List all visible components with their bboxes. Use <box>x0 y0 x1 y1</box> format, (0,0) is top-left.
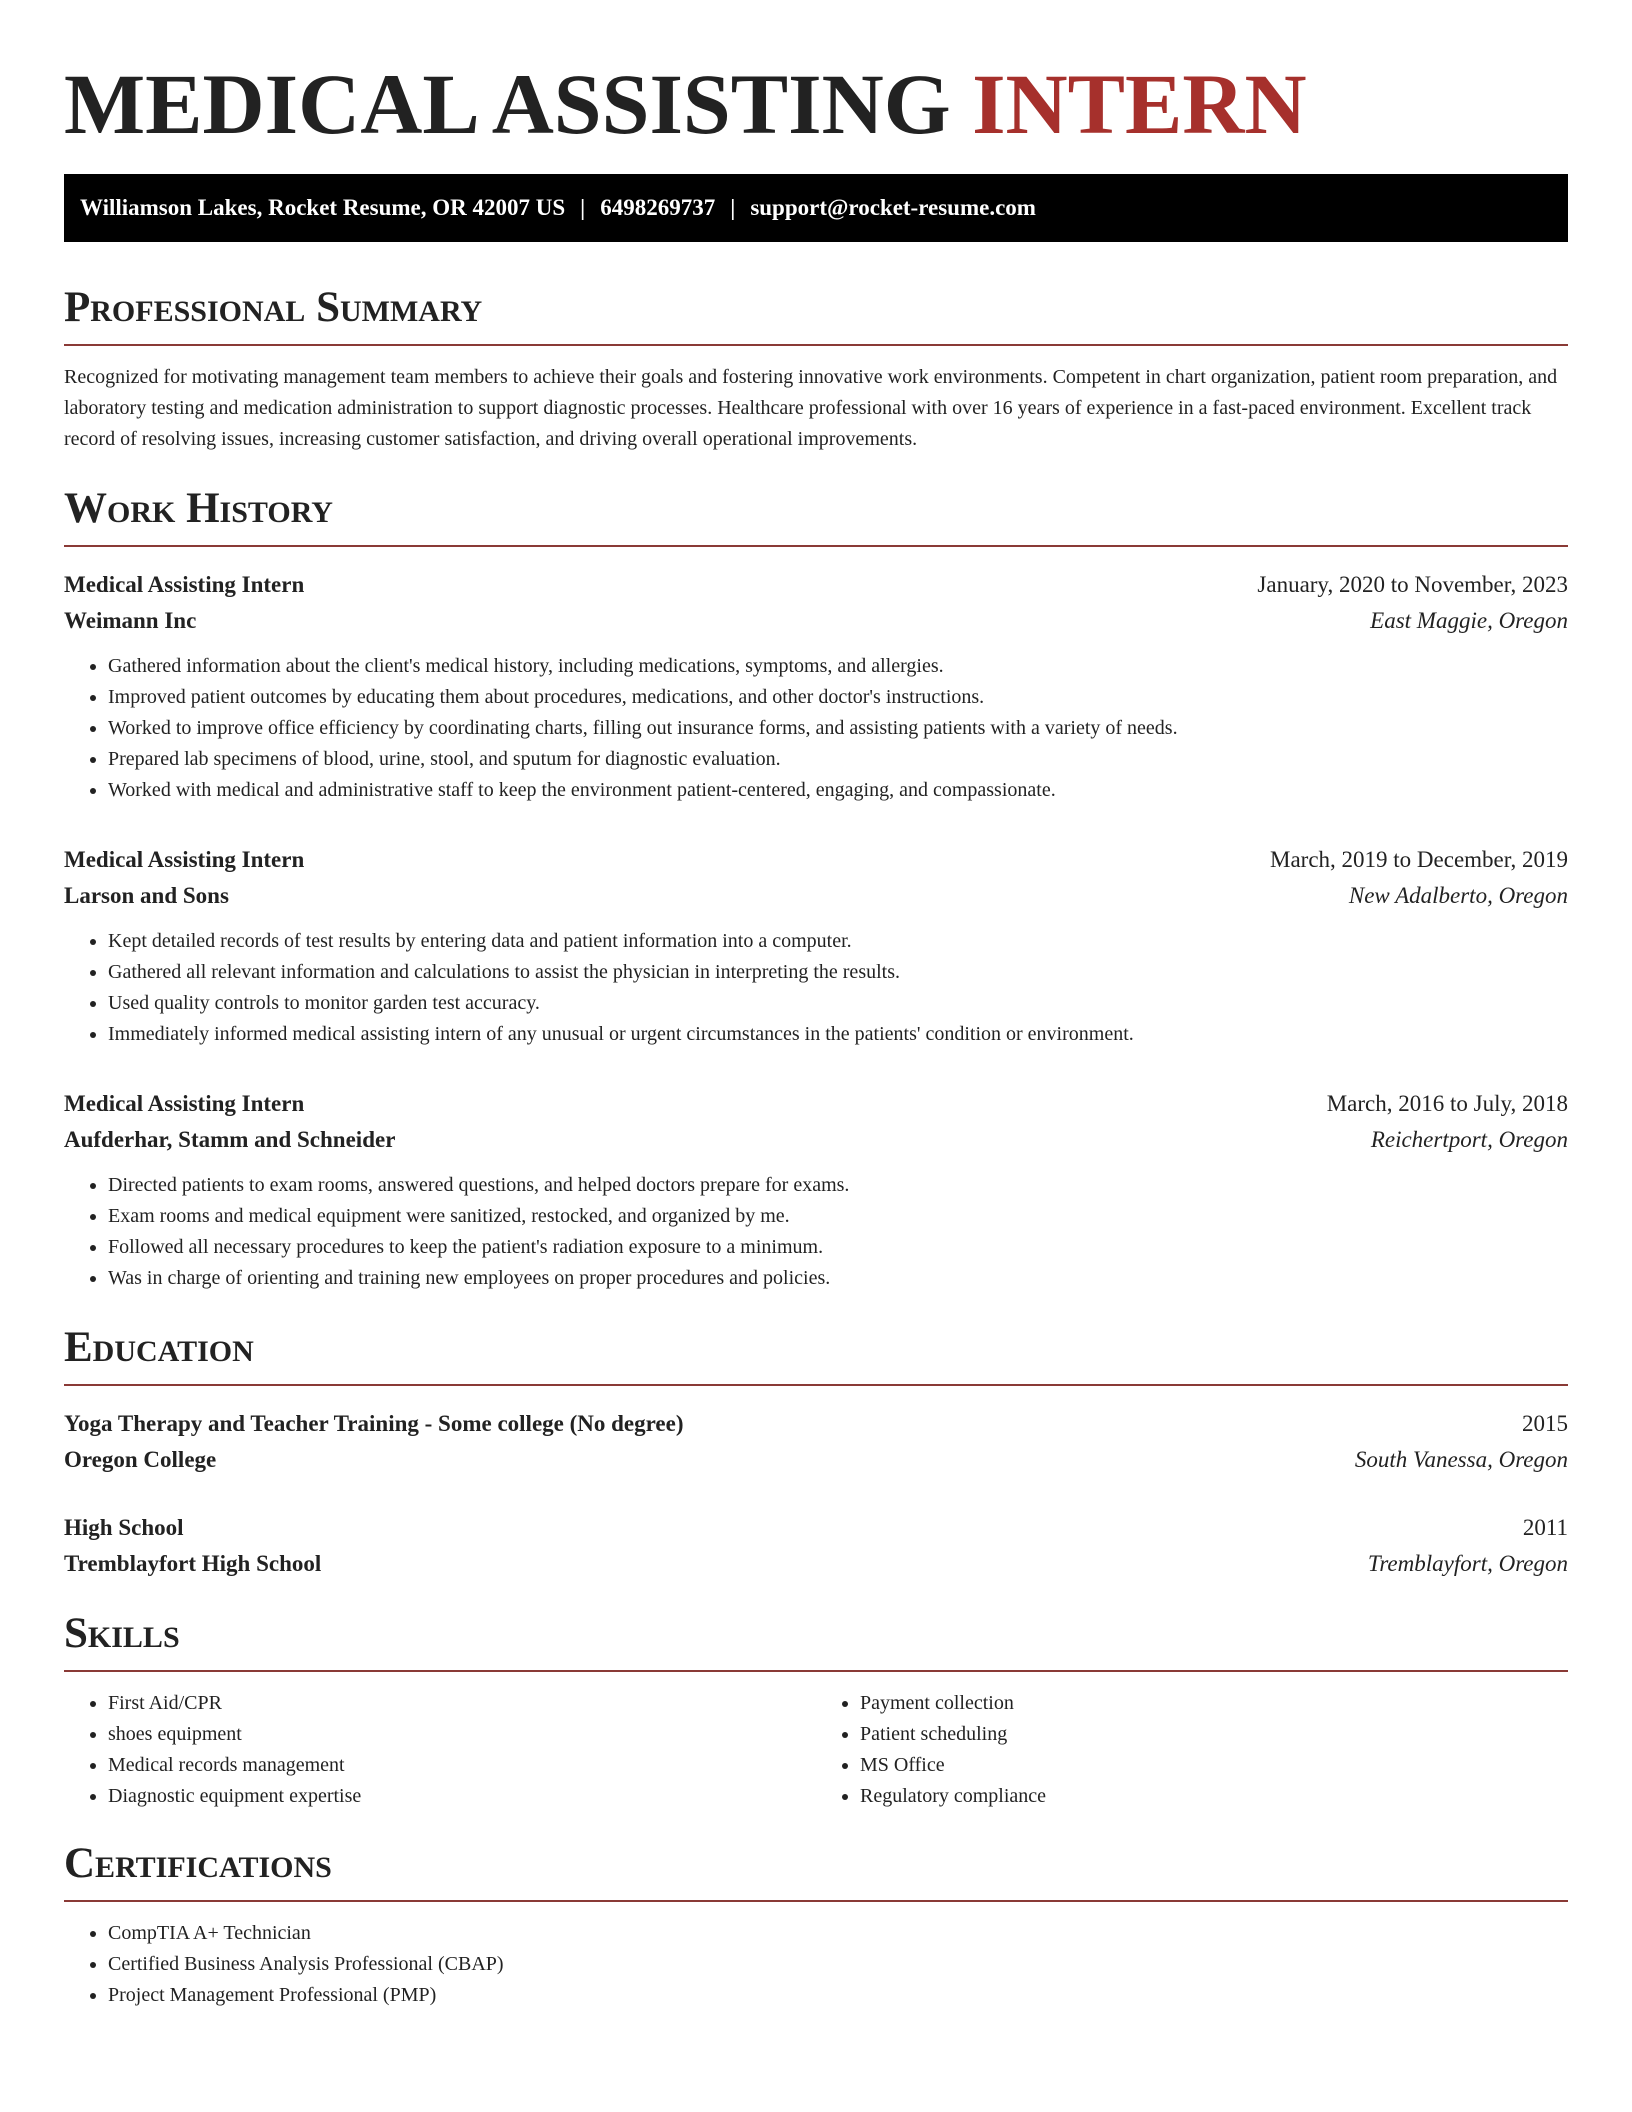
skills-column-right <box>816 1688 1568 1812</box>
job-company: Larson and Sons <box>64 883 229 908</box>
education-degree: High School <box>64 1515 184 1540</box>
job-company: Weimann Inc <box>64 608 197 633</box>
contact-address: Williamson Lakes, Rocket Resume, OR 42007 US <box>80 195 566 220</box>
list-item: • Gathered all relevant information and calculations to assist the physician in interpreting the results. <box>108 957 1568 988</box>
list-item: • Worked with medical and administrative staff to keep the environment patient-centered, engaging, and compassionate. <box>108 775 1568 806</box>
job-location: Reichertport, Oregon <box>1370 1127 1568 1152</box>
education-heading: Education <box>64 1322 1568 1386</box>
certification-item: • CompTIA A+ Technician <box>108 1918 1568 1949</box>
job-entry <box>64 1086 1568 1294</box>
education-school: Oregon College <box>64 1447 217 1472</box>
contact-bar <box>64 174 1568 242</box>
education-location: Tremblayfort, Oregon <box>1367 1551 1568 1576</box>
job-role: Medical Assisting Intern <box>64 847 305 872</box>
certification-item: • Project Management Professional (PMP) <box>108 1980 1568 2011</box>
job-title-row <box>64 842 1568 878</box>
skills-grid <box>64 1688 1568 1812</box>
education-year: 2011 <box>1522 1515 1568 1540</box>
skill-item: • Medical records management <box>108 1750 816 1781</box>
list-item: • Kept detailed records of test results by entering data and patient information into a computer. <box>108 926 1568 957</box>
education-section <box>64 1322 1568 1582</box>
job-title-row <box>64 1086 1568 1122</box>
job-location: East Maggie, Oregon <box>1370 608 1568 633</box>
job-company-row <box>64 603 1568 639</box>
job-title-row <box>64 567 1568 603</box>
skill-item: • Regulatory compliance <box>860 1781 1568 1812</box>
certifications-list <box>64 1918 1568 2011</box>
skill-item: • Diagnostic equipment expertise <box>108 1781 816 1812</box>
summary-text: Recognized for motivating management team members to achieve their goals and fostering innovative work environments. Competent in chart organization, patient room preparation, and laboratory testing and medication administration to support diagnostic processes. Healthcare professional with over 16 years of experience in a fast-paced environment. Excellent track record of resolving issues, increasing customer satisfaction, and driving overall operational improvements. <box>64 366 1558 450</box>
list-item: • Gathered information about the client's medical history, including medications, symptoms, and allergies. <box>108 651 1568 682</box>
job-company-row <box>64 878 1568 914</box>
work-history-heading: Work History <box>64 483 1568 547</box>
list-item: • Was in charge of orienting and training new employees on proper procedures and policies. <box>108 1263 1568 1294</box>
job-entry <box>64 842 1568 1050</box>
job-bullets <box>64 1170 1568 1294</box>
list-item: • Exam rooms and medical equipment were sanitized, restocked, and organized by me. <box>108 1201 1568 1232</box>
job-role: Medical Assisting Intern <box>64 572 305 597</box>
job-dates: March, 2016 to July, 2018 <box>1326 1091 1568 1116</box>
education-entry <box>64 1406 1568 1478</box>
summary-heading: Professional Summary <box>64 282 1568 346</box>
skill-item: • Payment collection <box>860 1688 1568 1719</box>
skills-section <box>64 1608 1568 1812</box>
skill-item: • shoes equipment <box>108 1719 816 1750</box>
name-accent: INTERN <box>972 56 1307 152</box>
name-main: MEDICAL ASSISTING <box>64 56 951 152</box>
education-degree-row <box>64 1510 1568 1546</box>
summary-section <box>64 282 1568 455</box>
certifications-heading: Certifications <box>64 1838 1568 1902</box>
education-school-row <box>64 1546 1568 1582</box>
list-item: • Used quality controls to monitor garden test accuracy. <box>108 988 1568 1019</box>
education-school-row <box>64 1442 1568 1478</box>
job-entry <box>64 567 1568 806</box>
education-location: South Vanessa, Oregon <box>1354 1447 1568 1472</box>
list-item: • Prepared lab specimens of blood, urine, stool, and sputum for diagnostic evaluation. <box>108 744 1568 775</box>
education-school: Tremblayfort High School <box>64 1551 322 1576</box>
certifications-section <box>64 1838 1568 2011</box>
contact-separator: | <box>730 195 736 220</box>
job-role: Medical Assisting Intern <box>64 1091 305 1116</box>
skill-item: • MS Office <box>860 1750 1568 1781</box>
job-company: Aufderhar, Stamm and Schneider <box>64 1127 396 1152</box>
list-item: • Worked to improve office efficiency by coordinating charts, filling out insurance forms, and assisting patients with a variety of needs. <box>108 713 1568 744</box>
job-dates: January, 2020 to November, 2023 <box>1257 572 1568 597</box>
skill-item: • First Aid/CPR <box>108 1688 816 1719</box>
contact-phone: 6498269737 <box>600 195 716 220</box>
skills-heading: Skills <box>64 1608 1568 1672</box>
list-item: • Improved patient outcomes by educating them about procedures, medications, and other doctor's instructions. <box>108 682 1568 713</box>
contact-email: support@rocket-resume.com <box>750 195 1036 220</box>
certification-item: • Certified Business Analysis Professional (CBAP) <box>108 1949 1568 1980</box>
contact-separator: | <box>580 195 586 220</box>
list-item: • Directed patients to exam rooms, answered questions, and helped doctors prepare for exams. <box>108 1170 1568 1201</box>
list-item: • Immediately informed medical assisting intern of any unusual or urgent circumstances in the patients' condition or environment. <box>108 1019 1568 1050</box>
education-degree: Yoga Therapy and Teacher Training - Some college (No degree) <box>64 1411 684 1436</box>
skills-column-left <box>64 1688 816 1812</box>
work-history-section <box>64 483 1568 1294</box>
job-company-row <box>64 1122 1568 1158</box>
job-bullets <box>64 651 1568 806</box>
skill-item: • Patient scheduling <box>860 1719 1568 1750</box>
list-item: • Followed all necessary procedures to keep the patient's radiation exposure to a minimum. <box>108 1232 1568 1263</box>
education-degree-row <box>64 1406 1568 1442</box>
education-year: 2015 <box>1522 1411 1568 1436</box>
education-entry <box>64 1510 1568 1582</box>
job-location: New Adalberto, Oregon <box>1348 883 1568 908</box>
job-bullets <box>64 926 1568 1050</box>
resume-name <box>64 54 1568 154</box>
job-dates: March, 2019 to December, 2019 <box>1270 847 1568 872</box>
